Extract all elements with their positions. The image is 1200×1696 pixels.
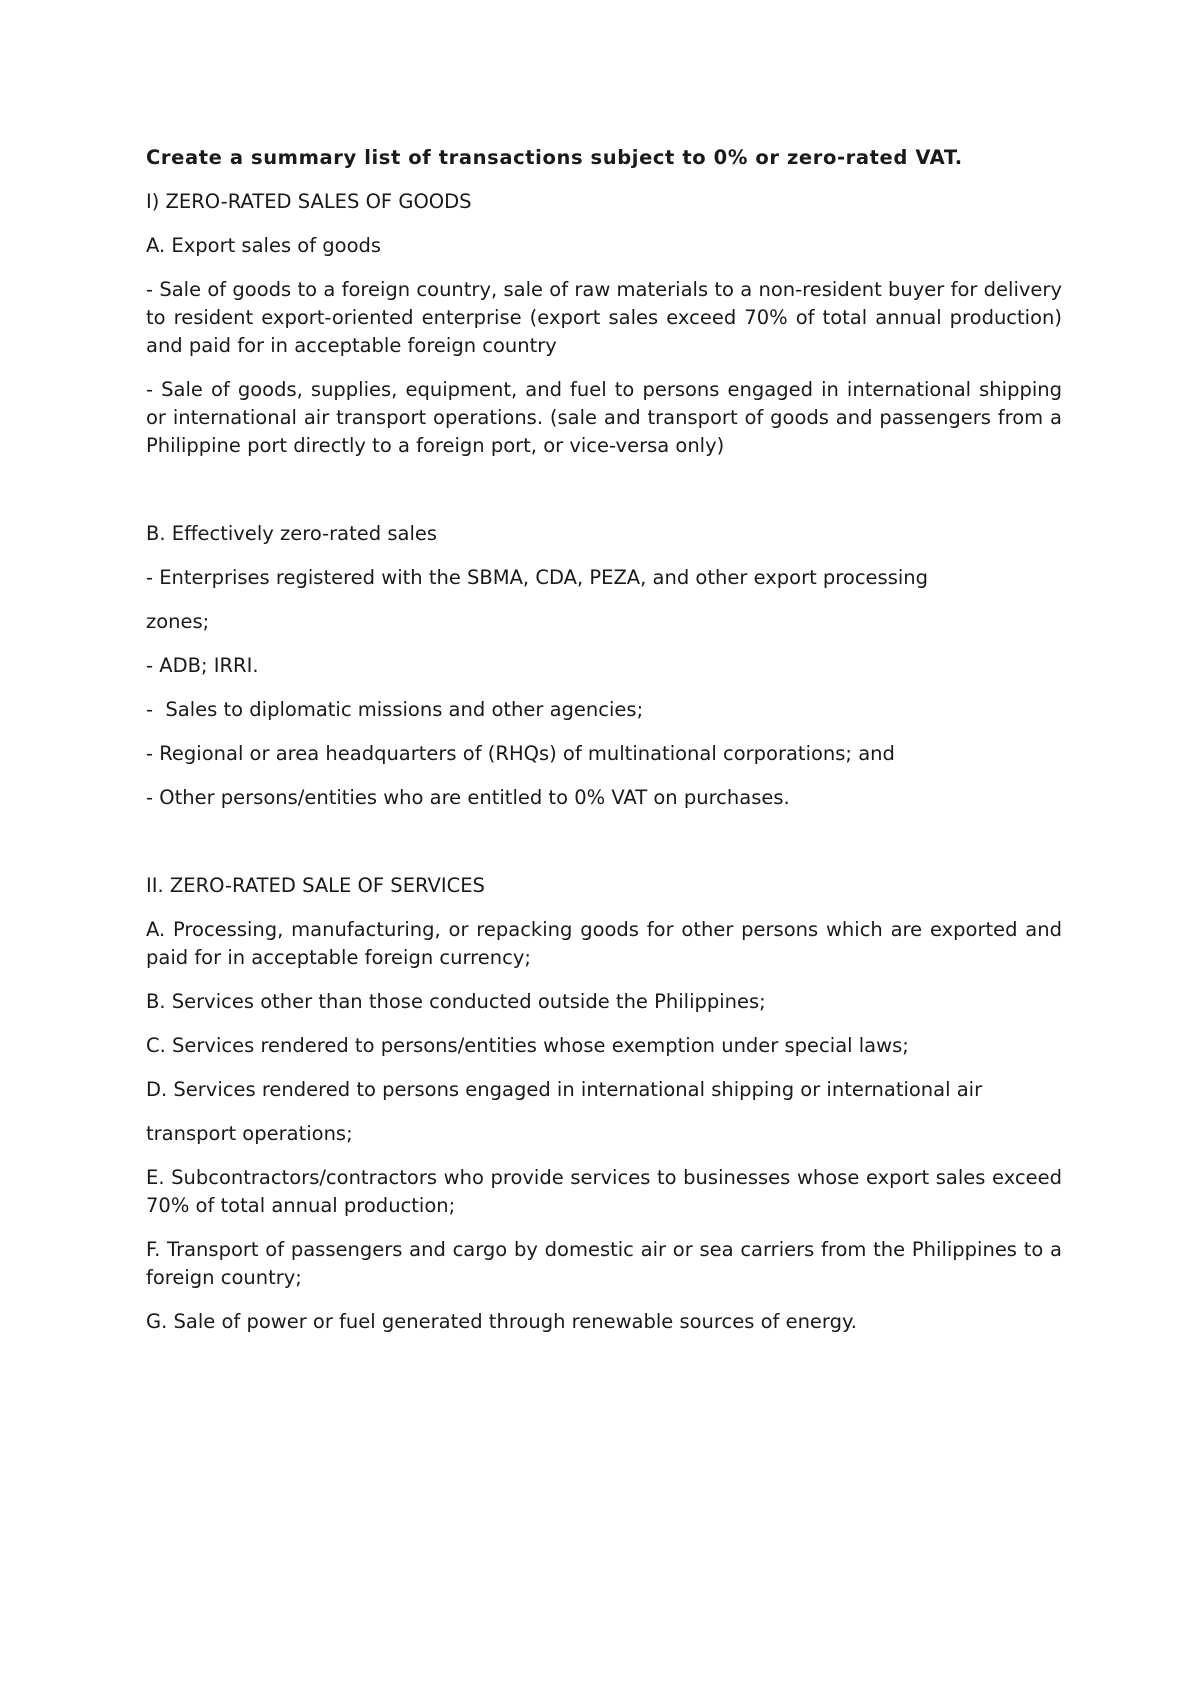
section2-heading: II. ZERO-RATED SALE OF SERVICES — [146, 874, 485, 897]
section1-subB-item1-cont: zones; — [146, 610, 210, 633]
section1-subA-item2: - Sale of goods, supplies, equipment, and fuel to persons engaged in international shipping or international air transport operations. (sale and transport of goods and passengers from a Philippine port directly to a foreign port, or vice-versa only) — [146, 378, 1062, 457]
blank-line — [146, 828, 1062, 872]
blank-line — [146, 476, 1062, 520]
section1-subB-heading: B. Effectively zero-rated sales — [146, 522, 438, 545]
section2-itemF: F. Transport of passengers and cargo by domestic air or sea carriers from the Philippines to a foreign country; — [146, 1238, 1062, 1289]
section1-subB-item1: - Enterprises registered with the SBMA, CDA, PEZA, and other export processing — [146, 566, 929, 589]
section1-subA-item1: - Sale of goods to a foreign country, sale of raw materials to a non-resident buyer for delivery to resident export-oriented enterprise (export sales exceed 70% of total annual production) and paid for in acceptable foreign country — [146, 278, 1062, 357]
section1-heading: I) ZERO-RATED SALES OF GOODS — [146, 190, 472, 213]
section1-subB-item3: - Sales to diplomatic missions and other agencies; — [146, 698, 644, 721]
section1-subB-item5: - Other persons/entities who are entitled to 0% VAT on purchases. — [146, 786, 790, 809]
section2-itemD: D. Services rendered to persons engaged in international shipping or international air — [146, 1078, 983, 1101]
section2-itemD-cont: transport operations; — [146, 1122, 353, 1145]
document-page — [146, 144, 1062, 1352]
section2-itemE: E. Subcontractors/contractors who provide services to businesses whose export sales exceed 70% of total annual production; — [146, 1166, 1062, 1217]
document-title: Create a summary list of transactions subject to 0% or zero-rated VAT. — [146, 146, 963, 169]
section1-subB-item2: - ADB; IRRI. — [146, 654, 259, 677]
section1-subB-item4: - Regional or area headquarters of (RHQs) of multinational corporations; and — [146, 742, 895, 765]
section2-itemC: C. Services rendered to persons/entities whose exemption under special laws; — [146, 1034, 909, 1057]
section1-subA-heading: A. Export sales of goods — [146, 234, 382, 257]
section2-itemG: G. Sale of power or fuel generated through renewable sources of energy. — [146, 1310, 857, 1333]
section2-itemA: A. Processing, manufacturing, or repacking goods for other persons which are exported and paid for in acceptable foreign currency; — [146, 918, 1062, 969]
section2-itemB: B. Services other than those conducted outside the Philippines; — [146, 990, 766, 1013]
